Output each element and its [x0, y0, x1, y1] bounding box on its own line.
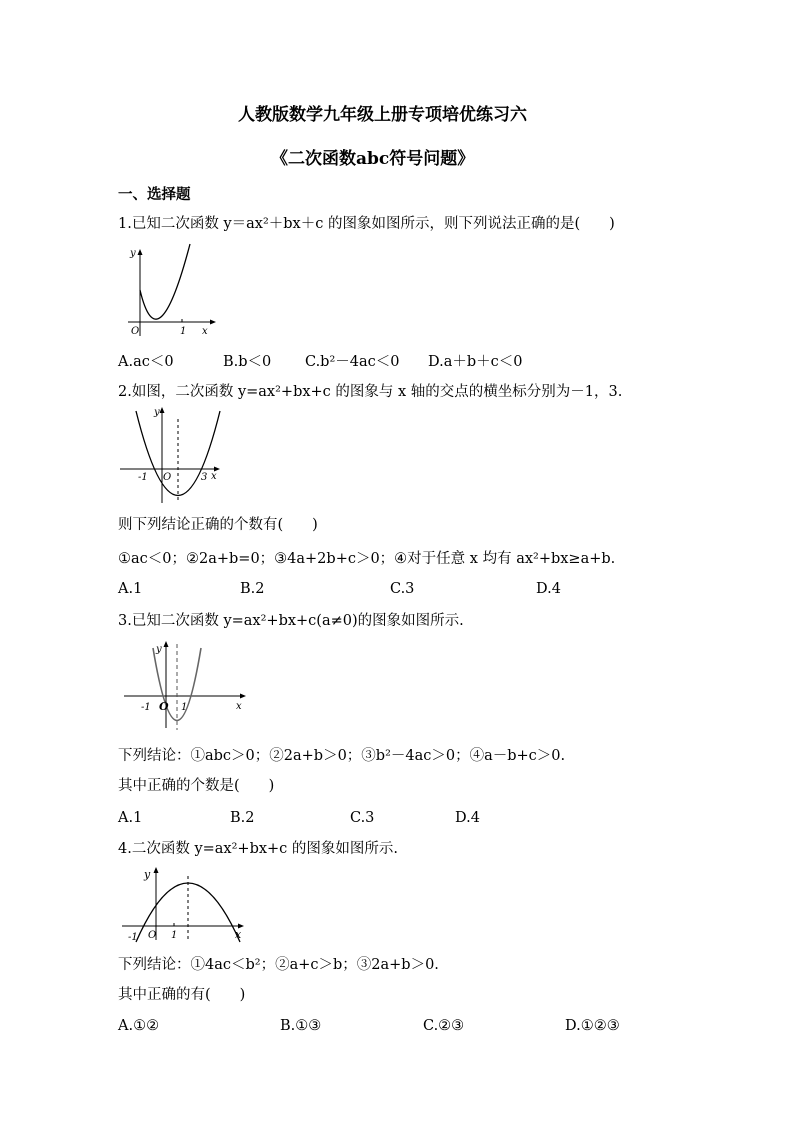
q3-axis-y-label: y: [156, 644, 162, 655]
q3-option-a[interactable]: A.1: [118, 810, 143, 826]
q3-axis-x-label: x: [236, 701, 242, 712]
q2-option-d[interactable]: D.4: [536, 581, 561, 597]
question-3-figure: [118, 638, 248, 732]
q3-origin-label: O: [159, 700, 169, 713]
q4-axis-y-label: y: [144, 868, 151, 881]
q2-option-b[interactable]: B.2: [240, 581, 265, 597]
q2-tick-left-label: -1: [138, 472, 148, 483]
q3-tick-left-label: -1: [141, 702, 151, 713]
q4-origin-label: O: [148, 930, 157, 941]
question-2-figure: [118, 405, 226, 509]
q4-option-a[interactable]: A.①②: [118, 1018, 160, 1034]
page-subtitle: 《二次函数abc符号问题》: [271, 149, 475, 169]
q3-option-b[interactable]: B.2: [230, 810, 255, 826]
q2-tick-right-label: 3: [201, 472, 208, 483]
q1-option-d[interactable]: D.a＋b＋c＜0: [428, 354, 523, 370]
q2-axis-y-label: y: [154, 407, 160, 418]
q4-tick-right-label: 1: [171, 930, 178, 941]
question-1-stem: 1.已知二次函数 y＝ax²＋bx＋c 的图象如图所示，则下列说法正确的是( ): [118, 216, 615, 232]
q1-axis-x-label: x: [202, 326, 208, 337]
q2-prompt: 则下列结论正确的个数有( ): [118, 517, 318, 533]
question-1-figure: [118, 244, 218, 338]
q4-option-c[interactable]: C.②③: [423, 1018, 465, 1034]
q3-statements: 下列结论：①abc＞0；②2a+b＞0；③b²－4ac＞0；④a－b+c＞0.: [118, 748, 566, 764]
q1-axis-y-label: y: [130, 248, 136, 259]
q2-statements: ①ac＜0；②2a+b=0；③4a+2b+c＞0；④对于任意 x 均有 ax²+bx≥a+b.: [118, 551, 616, 567]
page-title: 人教版数学九年级上册专项培优练习六: [238, 105, 527, 125]
q2-axis-x-label: x: [211, 471, 217, 482]
q1-option-c[interactable]: C.b²－4ac＜0: [305, 354, 400, 370]
q2-option-a[interactable]: A.1: [118, 581, 143, 597]
q1-tick-label: 1: [180, 326, 187, 337]
q1-option-a[interactable]: A.ac＜0: [118, 354, 174, 370]
q3-prompt: 其中正确的个数是( ): [118, 778, 275, 794]
q3-option-d[interactable]: D.4: [455, 810, 480, 826]
q4-option-d[interactable]: D.①②③: [565, 1018, 620, 1034]
q4-option-b[interactable]: B.①③: [280, 1018, 322, 1034]
q3-option-c[interactable]: C.3: [350, 810, 375, 826]
q4-tick-left-label: -1: [128, 932, 138, 943]
q1-option-b[interactable]: B.b＜0: [223, 354, 272, 370]
q2-origin-label: O: [163, 472, 172, 483]
q2-option-c[interactable]: C.3: [390, 581, 415, 597]
q1-origin-label: O: [131, 326, 140, 337]
q3-tick-right-label: 1: [181, 702, 188, 713]
q4-statements: 下列结论：①4ac＜b²；②a+c＞b；③2a+b＞0.: [118, 957, 439, 973]
question-4-figure: [118, 864, 248, 944]
question-3-stem: 3.已知二次函数 y=ax²+bx+c(a≠0)的图象如图所示.: [118, 613, 464, 629]
q4-prompt: 其中正确的有( ): [118, 987, 246, 1003]
question-2-stem: 2.如图，二次函数 y=ax²+bx+c 的图象与 x 轴的交点的横坐标分别为－1，3.: [118, 384, 623, 400]
q4-axis-x-label: x: [235, 928, 242, 941]
question-4-stem: 4.二次函数 y=ax²+bx+c 的图象如图所示.: [118, 841, 399, 857]
section-heading: 一、选择题: [118, 186, 191, 203]
